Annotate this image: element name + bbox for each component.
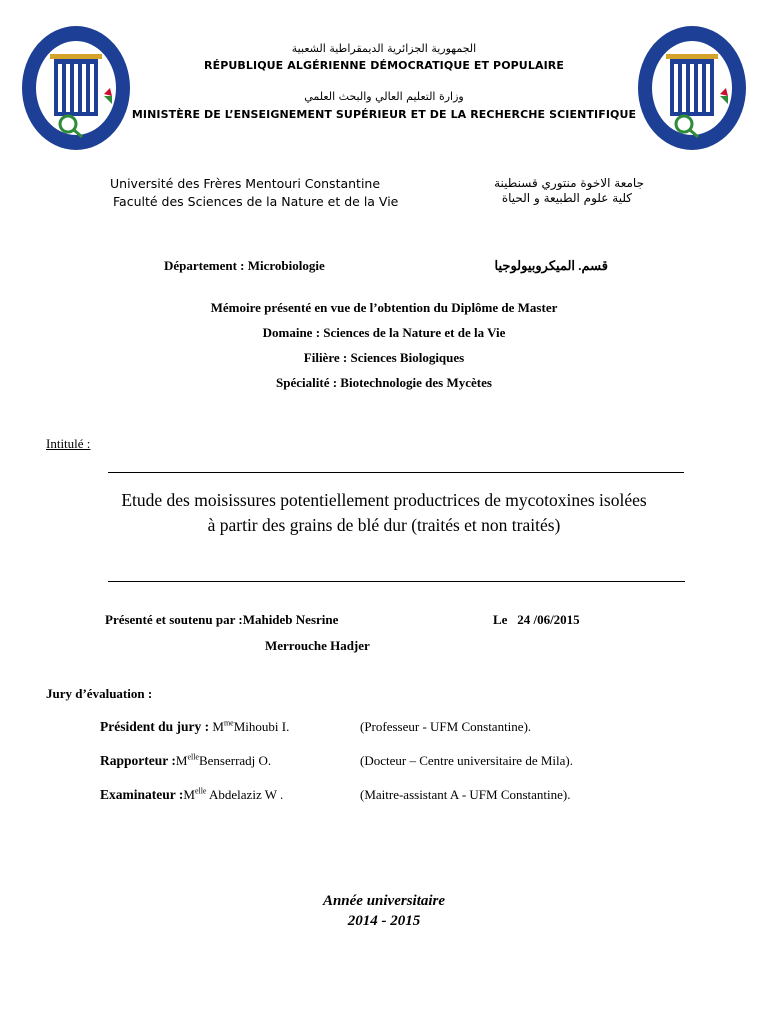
faculty-name-french: Faculté des Sciences de la Nature et de la Vie xyxy=(113,194,399,209)
presented-line xyxy=(105,612,338,628)
title-rule-top xyxy=(108,472,684,473)
republic-arabic: الجمهورية الجزائرية الديمقراطية الشعبية xyxy=(291,42,477,55)
jury-affiliation-rapporteur: (Docteur – Centre universitaire de Mila). xyxy=(360,753,573,768)
jury-member-rapporteur xyxy=(100,753,271,769)
jury-role: Président du jury : xyxy=(100,719,210,734)
university-logo-right xyxy=(636,24,748,152)
memoire-filiere: Filière : Sciences Biologiques xyxy=(303,350,465,365)
presented-label: Présenté et soutenu par : xyxy=(105,612,243,627)
ministry-french: MINISTÈRE DE L’ENSEIGNEMENT SUPÉRIEUR ET DE LA RECHERCHE SCIENTIFIQUE xyxy=(131,108,637,121)
date-label: Le xyxy=(493,612,508,627)
academic-year-label: Année universitaire xyxy=(322,893,446,909)
jury-prefix: M xyxy=(183,787,195,802)
university-name-french: Université des Frères Mentouri Constantine xyxy=(110,176,381,191)
memoire-purpose: Mémoire présenté en vue de l’obtention du Diplôme de Master xyxy=(210,300,558,315)
faculty-name-arabic: كلية علوم الطبيعة و الحياة xyxy=(501,191,632,205)
jury-name: Benserradj O. xyxy=(198,753,272,768)
memoire-specialite: Spécialité : Biotechnologie des Mycètes xyxy=(276,375,492,390)
jury-affiliation-examinateur: (Maitre-assistant A - UFM Constantine). xyxy=(360,787,571,802)
jury-prefix: M xyxy=(175,753,188,768)
academic-year-value: 2014 - 2015 xyxy=(347,913,421,929)
thesis-title-line2: à partir des grains de blé dur (traités et non traités) xyxy=(207,515,561,535)
jury-role: Rapporteur : xyxy=(100,753,176,768)
jury-member-president xyxy=(100,719,289,735)
author-2: Merrouche Hadjer xyxy=(265,638,370,653)
jury-name: Abdelaziz W . xyxy=(206,787,284,802)
intitule-label: Intitulé : xyxy=(46,436,91,451)
jury-role: Examinateur : xyxy=(100,787,184,802)
jury-prefix: M xyxy=(212,719,224,734)
thesis-title-line1: Etude des moisissures potentiellement productrices de mycotoxines isolées xyxy=(121,490,647,510)
date-value: 24 /06/2015 xyxy=(517,612,580,627)
memoire-domaine: Domaine : Sciences de la Nature et de la Vie xyxy=(262,325,506,340)
author-1: Mahideb Nesrine xyxy=(242,612,339,627)
republic-french: RÉPUBLIQUE ALGÉRIENNE DÉMOCRATIQUE ET POPULAIRE xyxy=(204,59,564,72)
jury-heading: Jury d’évaluation : xyxy=(46,686,153,701)
title-rule-bottom xyxy=(108,581,685,582)
jury-sup: elle xyxy=(187,752,199,762)
jury-sup: elle xyxy=(194,786,207,796)
jury-affiliation-president: (Professeur - UFM Constantine). xyxy=(360,719,532,734)
jury-name: Mihoubi I. xyxy=(233,719,290,734)
ministry-arabic: وزارة التعليم العالي والبحث العلمي xyxy=(304,90,464,103)
jury-sup: me xyxy=(223,718,234,728)
defense-date xyxy=(493,612,580,628)
university-name-arabic: جامعة الاخوة منتوري قسنطينة xyxy=(494,176,644,190)
department-arabic: قسم. الميكروبيولوجيا xyxy=(494,258,608,273)
university-logo-left xyxy=(20,24,132,152)
department-french: Département : Microbiologie xyxy=(164,258,325,273)
jury-member-examinateur xyxy=(100,787,283,803)
